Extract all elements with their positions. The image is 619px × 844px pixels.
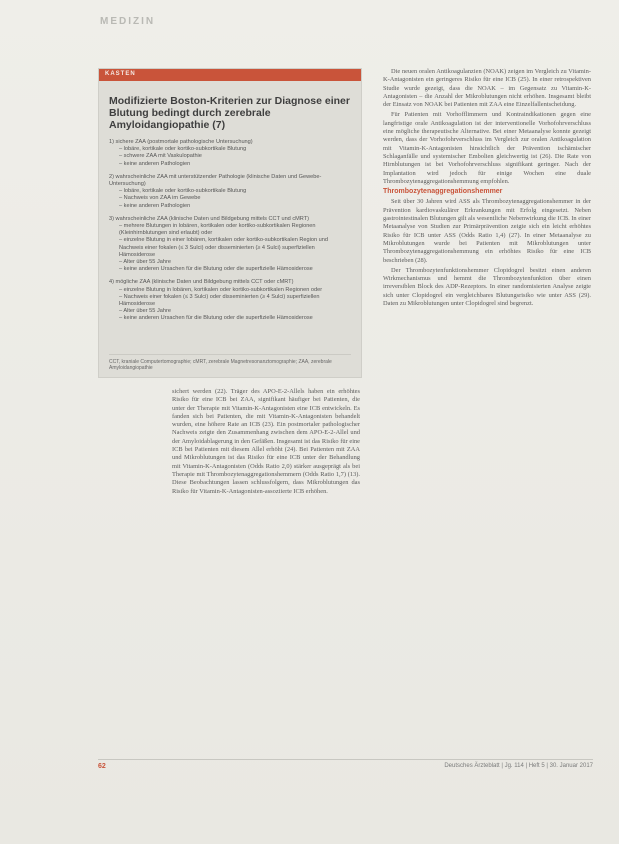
criterion-item: einzelne Blutung in lobären, kortikalen oder kortiko-subkortikalen Regionen oder [123, 286, 323, 293]
info-box [98, 68, 362, 378]
subheading: Thrombozytenaggregationshemmer [383, 188, 503, 196]
criterion-title: 4) mögliche ZAA (klinische Daten und Bildgebung mittels CCT oder cMRT) [109, 279, 294, 286]
criterion-item: schwere ZAA mit Vaskulopathie [123, 153, 202, 160]
page-number: 62 [98, 763, 106, 770]
criterion-item: lobäre, kortikale oder kortiko-subkortikale Blutung [123, 146, 247, 153]
paragraph: sichert werden (22). Träger des APO-E-2-Allels haben ein erhöhtes Risiko für eine ICB bei ZAA, signifikant häufiger bei Patienten, die unter der Therapie mit Vitamin-K-Antagonisten eine ICB entwickeln. Es fanden sich bei Patienten, die mit Vitamin-K-Antagonisten behandelt wurden, eine höhere Rate an ICB (23). Ein postmortaler pathologischer Nachweis zeigte den Zusammenhang zwischen dem APO-E-2-Allel und der Amyloidablagerung in den Gefäßen. Insgesamt ist das Risiko für eine ICB bei Patienten mit diesem Allel erhöht (24). Bei Patienten mit ZAA und Mikroblutungen ist das Risiko für eine ICB unter der Behandlung mit Vitamin-K-Antagonisten (Odds Ratio 2,0) stärker ausgeprägt als bei Therapie mit Thrombozytenaggregationshemmern (Odds Ratio 1,7) (13). Diese Beobachtungen lassen schlussfolgern, dass Mikroblutungen das Risiko für Vitamin-K-Antagonisten-assoziierte ICB erhöhen. [172, 388, 360, 495]
paragraph: Der Thrombozytenfunktionshemmer Clopidogrel besitzt einen anderen Wirkmechanismus und hemmt die Thrombozytenfunktion über einen irreversiblen Block des ADP-Rezeptors. In einer randomisierten Analyse zeigte sich unter Clopidogrel ein vergleichbares Blutungsrisiko wie unter ASS (29). Daten zu Mikroblutungen unter Clopidogrel sind begrenzt. [383, 266, 591, 308]
paragraph: Für Patienten mit Vorhofflimmern und Kontraindikationen gegen eine langfristige orale Antikoagulation ist der interventionelle Vorhofohrverschluss eine mögliche therapeutische Alternative. Bei einer Metaanalyse konnte gezeigt werden, dass der Vorhofohrverschluss im Vergleich zur oralen Antikoagulation mit Vitamin-K-Antagonisten hinsichtlich der Prävention ischämischer Schlaganfälle und systemischer Embolien gleichwertig ist (26). Die Rate von Hirnblutungen ist bei Vorhofohrverschluss signifikant geringer. Nach der Implantation wird jedoch für einige Wochen eine duale Thrombozytenaggregationshemmung empfohlen. [383, 111, 591, 185]
criteria-list [109, 139, 351, 323]
criterion-item: Alter über 55 Jahre [123, 308, 171, 315]
right-column [383, 68, 591, 310]
criterion-4: 4) mögliche ZAA (klinische Daten und Bildgebung mittels CCT oder cMRT) – einzelne Blutung in lobären, kortikalen oder kortiko-subkortikalen Regionen oder – Nachweis einer fokalen (≤ 3 Sulci) oder disseminierten (≥ 4 Sulci) superfiziellen Hämosiderose – Alter über 55 Jahre – keine anderen Ursachen für die Blutung oder die superfizielle Hämosiderose [109, 279, 351, 322]
box-footnote: CCT, kraniale Computertomographie; cMRT, zerebrale Magnetresonanztomographie; ZAA, zerebrale Amyloidangiopathie [109, 354, 351, 371]
paragraph: Die neuen oralen Antikoagulanzien (NOAK) zeigen im Vergleich zu Vitamin-K-Antagonisten ein geringeres Risiko für eine ICB (25). In einer retrospektiven Studie wurde gezeigt, dass die NOAK – im Gegensatz zu Vitamin-K-Antagonisten – die Anzahl der Mikroblutungen nicht erhöhen. Insgesamt bleibt der Einsatz von NOAK bei Patienten mit ZAA eine Einzelfallentscheidung. [383, 68, 591, 109]
criterion-item: lobäre, kortikale oder kortiko-subkortikale Blutung [123, 188, 247, 195]
criterion-item: mehrere Blutungen in lobären, kortikalen oder kortiko-subkortikalen Regionen (Kleinhirnblutungen sind erlaubt) oder [119, 223, 316, 237]
criterion-item: Nachweis von ZAA im Gewebe [123, 195, 201, 202]
criterion-item: keine anderen Ursachen für die Blutung oder die superfizielle Hämosiderose [123, 315, 313, 322]
section-label: MEDIZIN [100, 16, 156, 27]
criterion-title: 2) wahrscheinliche ZAA mit unterstützender Pathologie (klinische Daten und Gewebe-Untersuchung) [109, 173, 322, 188]
criterion-item: Alter über 55 Jahre [123, 259, 171, 266]
criterion-item: keine anderen Pathologien [123, 160, 191, 167]
criterion-title: 1) sichere ZAA (postmortale pathologische Untersuchung) [109, 139, 253, 145]
criterion-item: einzelne Blutung in einer lobären, kortikalen oder kortiko-subkortikalen Region und Nachweis einer fokalen (≤ 3 Sulci) oder disseminierten (≥ 4 Sulci) superfiziellen Hämosiderose [119, 237, 328, 258]
criterion-item: keine anderen Ursachen für die Blutung oder die superfizielle Hämosiderose [123, 266, 313, 273]
criterion-title: 3) wahrscheinliche ZAA (klinische Daten und Bildgebung mittels CCT und cMRT) [109, 215, 310, 222]
criterion-item: Nachweis einer fokalen (≤ 3 Sulci) oder disseminierten (≥ 4 Sulci) superfiziellen Hämosiderose [119, 293, 320, 308]
page-footer [98, 759, 593, 772]
criterion-3: 3) wahrscheinliche ZAA (klinische Daten und Bildgebung mittels CCT und cMRT) – mehrere Blutungen in lobären, kortikalen oder kortiko-subkortikalen Regionen (Kleinhirnblutungen sind erlaubt) oder – einzelne Blutung in einer lobären, kortikalen oder kortiko-subkortikalen Region und Nachweis einer fokalen (≤ 3 Sulci) oder disseminierten (≥ 4 Sulci) superfiziellen Hämosiderose – Alter über 55 Jahre – keine anderen Ursachen für die Blutung oder die superfizielle Hämosiderose [109, 216, 351, 274]
criterion-2: 2) wahrscheinliche ZAA mit unterstützender Pathologie (klinische Daten und Gewebe-Untersuchung) – lobäre, kortikale oder kortiko-subkortikale Blutung – Nachweis von ZAA im Gewebe – keine anderen Pathologien [109, 174, 351, 210]
criterion-item: keine anderen Pathologien [123, 202, 191, 209]
box-header: KASTEN [99, 69, 361, 81]
box-title: Modifizierte Boston-Kriterien zur Diagnose einer Blutung bedingt durch zerebrale Amyloidangiopathie (7) [109, 95, 350, 131]
journal-citation: Deutsches Ärzteblatt | Jg. 114 | Heft 5 | 30. Januar 2017 [444, 763, 593, 769]
bottom-column [172, 388, 360, 498]
criterion-1: 1) sichere ZAA (postmortale pathologische Untersuchung) – lobäre, kortikale oder kortiko-subkortikale Blutung – schwere ZAA mit Vaskulopathie – keine anderen Pathologien [109, 139, 351, 168]
paragraph: Seit über 30 Jahren wird ASS als Thrombozytenaggregationshemmer in der Prävention kardiovaskulärer Erkrankungen mit Erfolg eingesetzt. Neben gastrointestinalen Blutungen gilt als wesentliche Nebenwirkung die ICB. In einer Metaanalyse von Studien zur Primärprävention zeigte sich ein leicht erhöhtes Risiko für ICB unter ASS (Odds Ratio 1,4) (27). In einer Metaanalyse zu Mikroblutungen wurde bei Patienten mit Mikroblutungen unter Thrombozytenaggregationshemmung ein erhöhtes Risiko für eine ICB beschrieben (28). [383, 198, 592, 264]
